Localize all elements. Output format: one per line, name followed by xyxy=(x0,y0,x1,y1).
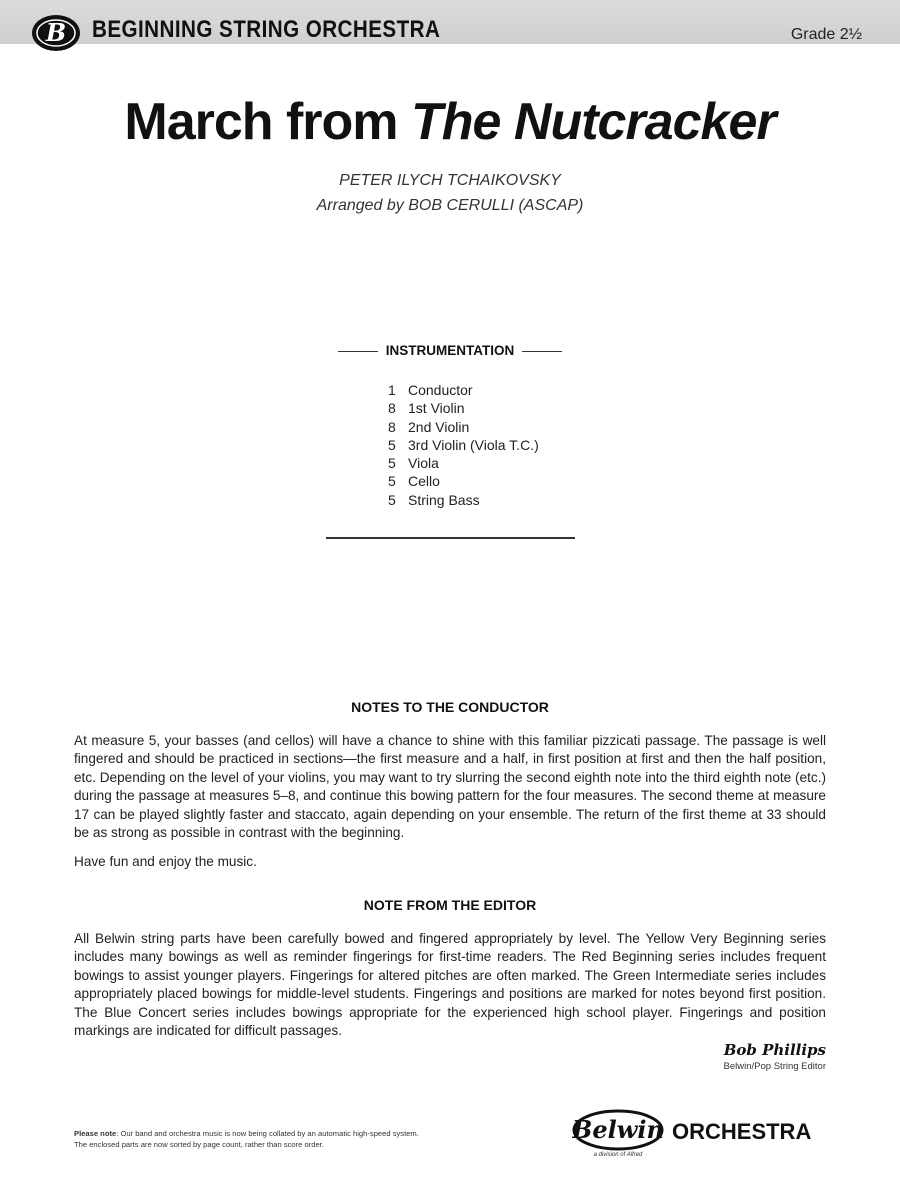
series-logo-letter: B xyxy=(45,18,67,47)
footnote-text: : Our band and orchestra music is now being collated by an automatic high-speed system. xyxy=(116,1129,419,1138)
instrument-part: 1st Violin xyxy=(408,400,465,417)
instrument-qty: 5 xyxy=(388,455,396,472)
grade-level: Grade 2½ xyxy=(790,26,862,43)
publisher-suffix: ORCHESTRA xyxy=(672,1119,812,1144)
instrumentation-item xyxy=(380,436,539,454)
page-title xyxy=(0,92,900,152)
editor-role: Belwin/Pop String Editor xyxy=(723,1061,826,1072)
title-work: The Nutcracker xyxy=(411,93,776,151)
footnote-label: Please note xyxy=(74,1129,117,1138)
instrument-part: String Bass xyxy=(408,491,480,508)
collation-footnote xyxy=(74,1128,514,1150)
instrument-part: 3rd Violin (Viola T.C.) xyxy=(408,436,539,453)
instrument-qty: 5 xyxy=(388,473,396,490)
instrument-part: Conductor xyxy=(408,382,473,398)
instrument-qty: 5 xyxy=(388,491,396,508)
instrumentation-item xyxy=(380,381,539,399)
instrument-part: Cello xyxy=(408,473,440,490)
instrument-qty: 8 xyxy=(388,418,396,435)
conductor-notes-heading: NOTES TO THE CONDUCTOR xyxy=(351,699,549,715)
credits xyxy=(0,168,900,218)
instrumentation-divider xyxy=(326,537,575,539)
instrument-qty: 8 xyxy=(388,400,396,417)
instrumentation-item xyxy=(380,491,539,509)
instrumentation-item xyxy=(380,399,539,417)
series-name: BEGINNING STRING ORCHESTRA xyxy=(92,16,441,43)
editor-note-paragraph: All Belwin string parts have been carefully bowed and fingered appropriately by level. The Yellow Very Beginning series includes many bowings as well as reminder fingerings for first-time readers. The Red Beginning series includes frequent bowings to assist younger players. Fingerings for altered pitches are often marked. The Green Intermediate series includes appropriately placed bowings for middle-level students. Fingerings and positions are marked for notes beyond first position. The Blue Concert series includes bowings appropriate for the experienced high school player. Fingerings and position markings are indicated for difficult passages. xyxy=(74,931,826,1039)
instrumentation-heading-text: INSTRUMENTATION xyxy=(385,343,515,358)
instrument-part: Viola xyxy=(408,455,439,472)
instrumentation-list xyxy=(380,381,539,509)
arranger-credit: Arranged by BOB CERULLI (ASCAP) xyxy=(316,197,584,214)
heading-rule-left xyxy=(338,351,378,353)
instrumentation-item xyxy=(380,454,539,472)
editor-signature: Bob Phillips xyxy=(723,1041,826,1059)
title-prefix: March from xyxy=(124,93,411,151)
instrument-part: 2nd Violin xyxy=(408,418,470,435)
instrumentation-heading xyxy=(325,343,575,358)
publisher-logo-text: Belwin xyxy=(572,1115,664,1144)
series-logo-icon xyxy=(30,12,82,54)
conductor-notes-closing: Have fun and enjoy the music. xyxy=(74,854,257,869)
belwin-orchestra-logo xyxy=(572,1108,832,1158)
heading-rule-right xyxy=(522,351,562,353)
publisher-tagline: a division of Alfred xyxy=(593,1152,643,1158)
editor-note-heading: NOTE FROM THE EDITOR xyxy=(363,897,537,913)
instrumentation-item xyxy=(380,418,539,436)
instrument-qty: 1 xyxy=(388,382,396,398)
conductor-notes-paragraph: At measure 5, your basses (and cellos) will have a chance to shine with this familiar pizzicati passage. The passage is well fingered and should be practiced in sections—the first measure and a half, in first position at first and then the half position, etc. Depending on the level of your violins, you may want to try slurring the second eighth note into the third eighth note (etc.) during the passage at measures 5–8, and continue this bowing pattern for the four measures. The second theme at measure 17 can be played slightly faster and staccato, again depending on your ensemble. The return of the first theme at 33 should be as strong as possible in contrast with the beginning. xyxy=(74,733,826,841)
composer-credit: PETER ILYCH TCHAIKOVSKY xyxy=(339,172,561,189)
instrumentation-item xyxy=(380,472,539,490)
footnote-text-2: The enclosed parts are now sorted by page count, rather than score order. xyxy=(74,1140,324,1149)
instrument-qty: 5 xyxy=(388,436,396,453)
